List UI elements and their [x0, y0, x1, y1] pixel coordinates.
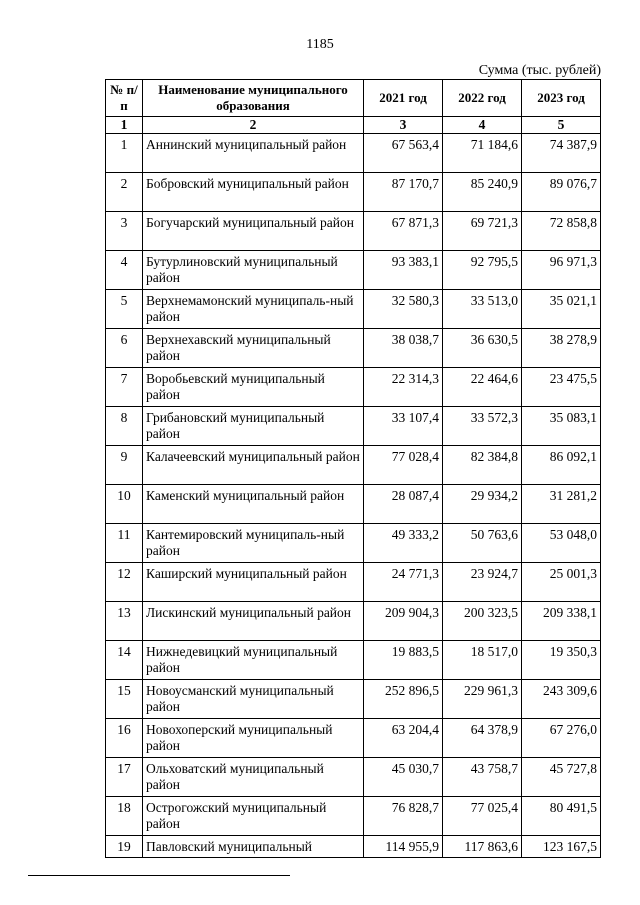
table-row [106, 329, 601, 368]
header-name: Наименование муниципального образования [143, 80, 364, 117]
header-2023: 2023 год [522, 80, 601, 117]
value-2022: 43 758,7 [443, 758, 522, 797]
table-row [106, 251, 601, 290]
value-2023: 243 309,6 [522, 680, 601, 719]
table-row [106, 680, 601, 719]
row-number: 9 [106, 446, 143, 485]
row-number: 5 [106, 290, 143, 329]
municipality-name: Верхнемамонский муниципаль-ный район [143, 290, 364, 329]
value-2022: 36 630,5 [443, 329, 522, 368]
value-2021: 38 038,7 [364, 329, 443, 368]
value-2023: 25 001,3 [522, 563, 601, 602]
value-2022: 29 934,2 [443, 485, 522, 524]
row-number: 1 [106, 134, 143, 173]
header-2022: 2022 год [443, 80, 522, 117]
value-2022: 33 572,3 [443, 407, 522, 446]
table-row [106, 524, 601, 563]
municipality-name: Острогожский муниципальный район [143, 797, 364, 836]
municipality-name: Аннинский муниципальный район [143, 134, 364, 173]
row-number: 15 [106, 680, 143, 719]
row-number: 12 [106, 563, 143, 602]
municipality-name: Каширский муниципальный район [143, 563, 364, 602]
value-2023: 35 021,1 [522, 290, 601, 329]
value-2021: 63 204,4 [364, 719, 443, 758]
municipality-name: Богучарский муниципальный район [143, 212, 364, 251]
row-number: 2 [106, 173, 143, 212]
table-row [106, 836, 601, 858]
value-2021: 32 580,3 [364, 290, 443, 329]
value-2023: 123 167,5 [522, 836, 601, 858]
value-2021: 76 828,7 [364, 797, 443, 836]
value-2022: 77 025,4 [443, 797, 522, 836]
value-2021: 33 107,4 [364, 407, 443, 446]
value-2022: 92 795,5 [443, 251, 522, 290]
value-2021: 209 904,3 [364, 602, 443, 641]
table-row [106, 797, 601, 836]
municipality-name: Калачеевский муниципальный район [143, 446, 364, 485]
value-2021: 252 896,5 [364, 680, 443, 719]
table-row [106, 407, 601, 446]
value-2023: 38 278,9 [522, 329, 601, 368]
table-row [106, 290, 601, 329]
value-2023: 74 387,9 [522, 134, 601, 173]
value-2023: 89 076,7 [522, 173, 601, 212]
row-number: 19 [106, 836, 143, 858]
municipality-name: Новохоперский муниципальный район [143, 719, 364, 758]
value-2022: 23 924,7 [443, 563, 522, 602]
header-2021: 2021 год [364, 80, 443, 117]
value-2022: 85 240,9 [443, 173, 522, 212]
table-row [106, 446, 601, 485]
municipality-name: Лискинский муниципальный район [143, 602, 364, 641]
row-number: 3 [106, 212, 143, 251]
value-2021: 49 333,2 [364, 524, 443, 563]
value-2023: 53 048,0 [522, 524, 601, 563]
value-2021: 28 087,4 [364, 485, 443, 524]
value-2023: 23 475,5 [522, 368, 601, 407]
column-index: 5 [522, 117, 601, 134]
municipality-name: Новоусманский муниципальный район [143, 680, 364, 719]
column-index: 3 [364, 117, 443, 134]
table-row [106, 485, 601, 524]
value-2023: 19 350,3 [522, 641, 601, 680]
value-2022: 71 184,6 [443, 134, 522, 173]
row-number: 17 [106, 758, 143, 797]
value-2023: 80 491,5 [522, 797, 601, 836]
row-number: 18 [106, 797, 143, 836]
value-2023: 86 092,1 [522, 446, 601, 485]
value-2023: 209 338,1 [522, 602, 601, 641]
municipality-name: Ольховатский муниципальный район [143, 758, 364, 797]
value-2021: 45 030,7 [364, 758, 443, 797]
value-2021: 67 563,4 [364, 134, 443, 173]
table-row [106, 173, 601, 212]
value-2022: 82 384,8 [443, 446, 522, 485]
municipality-name: Грибановский муниципальный район [143, 407, 364, 446]
municipality-name: Павловский муниципальный [143, 836, 364, 858]
value-2021: 93 383,1 [364, 251, 443, 290]
row-number: 11 [106, 524, 143, 563]
value-2023: 45 727,8 [522, 758, 601, 797]
value-2021: 22 314,3 [364, 368, 443, 407]
row-number: 14 [106, 641, 143, 680]
table-row [106, 212, 601, 251]
value-2021: 114 955,9 [364, 836, 443, 858]
value-2022: 117 863,6 [443, 836, 522, 858]
table-body [106, 117, 601, 858]
table-row [106, 641, 601, 680]
table-row [106, 758, 601, 797]
value-2021: 67 871,3 [364, 212, 443, 251]
municipality-name: Верхнехавский муниципальный район [143, 329, 364, 368]
table-row [106, 602, 601, 641]
row-number: 13 [106, 602, 143, 641]
table-row [106, 719, 601, 758]
value-2022: 22 464,6 [443, 368, 522, 407]
page-number: 1185 [306, 37, 334, 52]
column-index: 1 [106, 117, 143, 134]
municipality-name: Кантемировский муниципаль-ный район [143, 524, 364, 563]
column-index: 4 [443, 117, 522, 134]
row-number: 6 [106, 329, 143, 368]
footnote-divider [28, 875, 290, 876]
table-row [106, 563, 601, 602]
table-row [106, 134, 601, 173]
row-number: 7 [106, 368, 143, 407]
column-index-row [106, 117, 601, 134]
row-number: 10 [106, 485, 143, 524]
municipality-name: Бутурлиновский муниципальный район [143, 251, 364, 290]
row-number: 4 [106, 251, 143, 290]
value-2022: 64 378,9 [443, 719, 522, 758]
table-row [106, 368, 601, 407]
value-2022: 200 323,5 [443, 602, 522, 641]
table-header-row [106, 80, 601, 117]
value-2023: 96 971,3 [522, 251, 601, 290]
value-2022: 18 517,0 [443, 641, 522, 680]
header-num: № п/п [106, 80, 143, 117]
value-2021: 19 883,5 [364, 641, 443, 680]
value-2023: 67 276,0 [522, 719, 601, 758]
value-2023: 31 281,2 [522, 485, 601, 524]
value-2023: 35 083,1 [522, 407, 601, 446]
value-2021: 87 170,7 [364, 173, 443, 212]
row-number: 16 [106, 719, 143, 758]
units-note: Сумма (тыс. рублей) [478, 63, 601, 78]
municipality-name: Бобровский муниципальный район [143, 173, 364, 212]
value-2021: 24 771,3 [364, 563, 443, 602]
column-index: 2 [143, 117, 364, 134]
value-2022: 50 763,6 [443, 524, 522, 563]
value-2023: 72 858,8 [522, 212, 601, 251]
value-2021: 77 028,4 [364, 446, 443, 485]
municipality-name: Воробьевский муниципальный район [143, 368, 364, 407]
value-2022: 229 961,3 [443, 680, 522, 719]
budget-table [105, 79, 601, 858]
value-2022: 69 721,3 [443, 212, 522, 251]
municipality-name: Каменский муниципальный район [143, 485, 364, 524]
row-number: 8 [106, 407, 143, 446]
value-2022: 33 513,0 [443, 290, 522, 329]
municipality-name: Нижнедевицкий муниципальный район [143, 641, 364, 680]
